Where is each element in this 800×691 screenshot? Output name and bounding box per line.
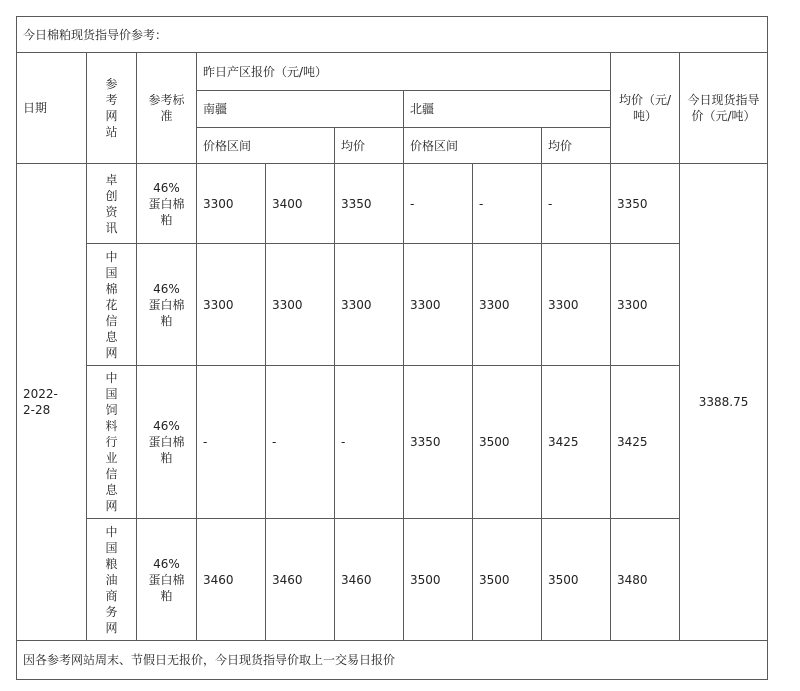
header-north: 北疆 [404, 91, 611, 128]
standard-cell: 46%蛋白棉粕 [137, 244, 197, 366]
standard-cell: 46%蛋白棉粕 [137, 366, 197, 519]
north-high-cell: 3300 [473, 244, 542, 366]
standard-cell: 46%蛋白棉粕 [137, 164, 197, 244]
south-high-cell: 3300 [266, 244, 335, 366]
south-high-cell: 3460 [266, 519, 335, 641]
south-low-cell: - [197, 366, 266, 519]
avg-cell: 3350 [611, 164, 680, 244]
table-row [17, 519, 768, 641]
header-site: 参考网站 [87, 53, 137, 164]
header-date: 日期 [17, 53, 87, 164]
avg-cell: 3480 [611, 519, 680, 641]
north-low-cell: 3300 [404, 244, 473, 366]
north-avg-cell: 3425 [542, 366, 611, 519]
table-row [17, 366, 768, 519]
south-avg-cell: - [335, 366, 404, 519]
header-avg-price: 均价（元/吨） [611, 53, 680, 164]
header-standard: 参考标准 [137, 53, 197, 164]
date-cell: 2022-2-28 [17, 164, 87, 641]
price-table [16, 16, 768, 680]
header-today-price: 今日现货指导价（元/吨） [680, 53, 768, 164]
site-cell: 中国棉花信息网 [87, 244, 137, 366]
standard-cell: 46%蛋白棉粕 [137, 519, 197, 641]
site-cell: 卓创资讯 [87, 164, 137, 244]
north-high-cell: 3500 [473, 519, 542, 641]
header-north-avg: 均价 [542, 128, 611, 164]
south-avg-cell: 3460 [335, 519, 404, 641]
table-footer-note: 因各参考网站周末、节假日无报价，今日现货指导价取上一交易日报价 [17, 641, 768, 680]
site-cell: 中国饲料行业信息网 [87, 366, 137, 519]
header-south-avg: 均价 [335, 128, 404, 164]
north-avg-cell: - [542, 164, 611, 244]
table-title: 今日棉粕现货指导价参考： [17, 17, 768, 53]
north-avg-cell: 3300 [542, 244, 611, 366]
north-low-cell: 3350 [404, 366, 473, 519]
south-avg-cell: 3350 [335, 164, 404, 244]
north-high-cell: 3500 [473, 366, 542, 519]
south-low-cell: 3460 [197, 519, 266, 641]
south-low-cell: 3300 [197, 164, 266, 244]
north-low-cell: 3500 [404, 519, 473, 641]
avg-cell: 3425 [611, 366, 680, 519]
site-cell: 中国粮油商务网 [87, 519, 137, 641]
header-origin-group: 昨日产区报价（元/吨） [197, 53, 611, 91]
south-low-cell: 3300 [197, 244, 266, 366]
north-high-cell: - [473, 164, 542, 244]
table-row [17, 164, 768, 244]
header-south-range: 价格区间 [197, 128, 335, 164]
table-row [17, 244, 768, 366]
south-high-cell: - [266, 366, 335, 519]
header-south: 南疆 [197, 91, 404, 128]
north-avg-cell: 3500 [542, 519, 611, 641]
avg-cell: 3300 [611, 244, 680, 366]
today-price-cell: 3388.75 [680, 164, 768, 641]
south-avg-cell: 3300 [335, 244, 404, 366]
header-north-range: 价格区间 [404, 128, 542, 164]
north-low-cell: - [404, 164, 473, 244]
south-high-cell: 3400 [266, 164, 335, 244]
